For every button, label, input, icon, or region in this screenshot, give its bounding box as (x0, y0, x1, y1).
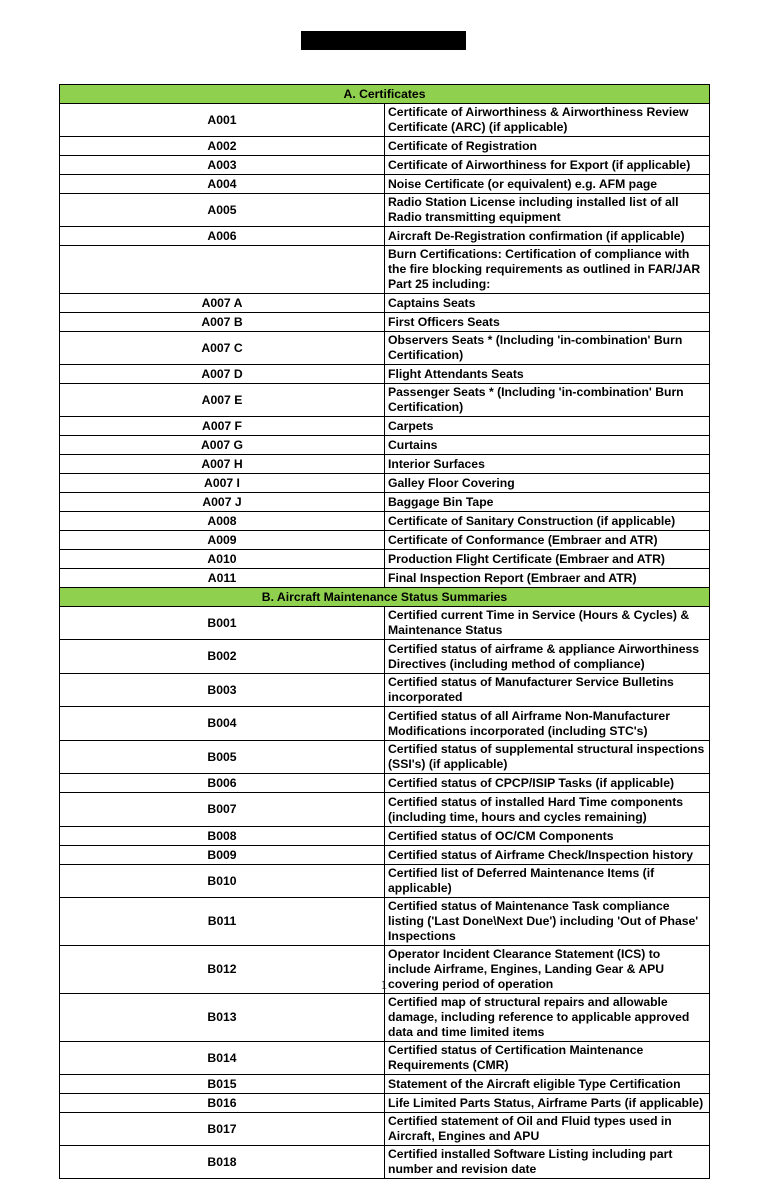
item-description: Flight Attendants Seats (385, 365, 710, 384)
table-row (60, 531, 710, 550)
item-description: Production Flight Certificate (Embraer and ATR) (385, 550, 710, 569)
item-code: B014 (60, 1042, 385, 1075)
item-description: Baggage Bin Tape (385, 493, 710, 512)
item-code: A007 I (60, 474, 385, 493)
item-description: Radio Station License including installed list of all Radio transmitting equipment (385, 194, 710, 227)
item-code: A011 (60, 569, 385, 588)
item-code: B002 (60, 640, 385, 674)
table-row (60, 898, 710, 946)
item-code (60, 246, 385, 294)
table-row (60, 569, 710, 588)
item-code: A007 F (60, 417, 385, 436)
item-description: Statement of the Aircraft eligible Type Certification (385, 1075, 710, 1094)
table-row (60, 194, 710, 227)
item-code: A007 H (60, 455, 385, 474)
item-description: Aircraft De-Registration confirmation (if applicable) (385, 227, 710, 246)
item-description: Passenger Seats * (Including 'in-combination' Burn Certification) (385, 384, 710, 417)
table-row (60, 1113, 710, 1146)
item-code: A004 (60, 175, 385, 194)
item-code: B018 (60, 1146, 385, 1179)
section-header-row (60, 588, 710, 607)
item-description: Final Inspection Report (Embraer and ATR) (385, 569, 710, 588)
item-code: A007 J (60, 493, 385, 512)
section-title: A. Certificates (60, 85, 710, 104)
table-row (60, 1075, 710, 1094)
item-description: Certified status of airframe & appliance Airworthiness Directives (including method of compliance) (385, 640, 710, 674)
item-description: Noise Certificate (or equivalent) e.g. AFM page (385, 175, 710, 194)
item-code: A001 (60, 104, 385, 137)
item-code: B001 (60, 607, 385, 640)
table-row (60, 417, 710, 436)
item-code: B015 (60, 1075, 385, 1094)
table-row (60, 455, 710, 474)
item-code: A008 (60, 512, 385, 531)
table-row (60, 175, 710, 194)
item-code: B003 (60, 674, 385, 707)
item-code: B012 (60, 946, 385, 994)
item-description: Operator Incident Clearance Statement (ICS) to include Airframe, Engines, Landing Gear & APU covering period of operation (385, 946, 710, 994)
table-row (60, 104, 710, 137)
table-row (60, 846, 710, 865)
table-row (60, 793, 710, 827)
table-row (60, 294, 710, 313)
table-row (60, 137, 710, 156)
item-description: Certified status of Airframe Check/Inspection history (385, 846, 710, 865)
table-row (60, 313, 710, 332)
table-row (60, 156, 710, 175)
item-description: Burn Certifications: Certification of compliance with the fire blocking requirements as outlined in FAR/JAR Part 25 including: (385, 246, 710, 294)
table-row (60, 365, 710, 384)
item-code: A006 (60, 227, 385, 246)
item-code: B017 (60, 1113, 385, 1146)
item-code: B010 (60, 865, 385, 898)
item-description: Life Limited Parts Status, Airframe Parts (if applicable) (385, 1094, 710, 1113)
document-checklist-table (59, 84, 710, 1179)
item-description: Certificate of Airworthiness & Airworthiness Review Certificate (ARC) (if applicable) (385, 104, 710, 137)
item-code: A002 (60, 137, 385, 156)
table-row (60, 1094, 710, 1113)
section-header-row (60, 85, 710, 104)
item-description: Certified status of installed Hard Time components (including time, hours and cycles remaining) (385, 793, 710, 827)
table-row (60, 994, 710, 1042)
table-row (60, 1146, 710, 1179)
item-description: Certified status of OC/CM Components (385, 827, 710, 846)
redaction-bar (301, 31, 466, 50)
item-description: Certified status of all Airframe Non-Manufacturer Modifications incorporated (including STC's) (385, 707, 710, 741)
table-row (60, 774, 710, 793)
item-description: Certified status of CPCP/ISIP Tasks (if applicable) (385, 774, 710, 793)
table-row (60, 436, 710, 455)
item-description: Certificate of Conformance (Embraer and ATR) (385, 531, 710, 550)
table-row (60, 474, 710, 493)
section-title: B. Aircraft Maintenance Status Summaries (60, 588, 710, 607)
item-description: Certified statement of Oil and Fluid types used in Aircraft, Engines and APU (385, 1113, 710, 1146)
item-code: A007 B (60, 313, 385, 332)
item-code: B005 (60, 741, 385, 774)
table-row (60, 865, 710, 898)
item-code: B016 (60, 1094, 385, 1113)
item-description: Interior Surfaces (385, 455, 710, 474)
item-code: A007 D (60, 365, 385, 384)
item-description: Certified status of Maintenance Task compliance listing ('Last Done\Next Due') including 'Out of Phase' Inspections (385, 898, 710, 946)
table-row (60, 607, 710, 640)
item-code: A005 (60, 194, 385, 227)
item-code: B011 (60, 898, 385, 946)
item-description: First Officers Seats (385, 313, 710, 332)
item-description: Certificate of Airworthiness for Export (if applicable) (385, 156, 710, 175)
table-row (60, 707, 710, 741)
item-code: A010 (60, 550, 385, 569)
item-description: Certificate of Sanitary Construction (if applicable) (385, 512, 710, 531)
item-code: B009 (60, 846, 385, 865)
table-row (60, 640, 710, 674)
item-code: A003 (60, 156, 385, 175)
table-row (60, 384, 710, 417)
item-description: Curtains (385, 436, 710, 455)
item-description: Certified status of Manufacturer Service Bulletins incorporated (385, 674, 710, 707)
item-code: B008 (60, 827, 385, 846)
item-description: Certificate of Registration (385, 137, 710, 156)
table-row (60, 827, 710, 846)
item-description: Certified list of Deferred Maintenance Items (if applicable) (385, 865, 710, 898)
item-description: Carpets (385, 417, 710, 436)
page-number: 1 (380, 977, 388, 992)
item-description: Certified status of Certification Maintenance Requirements (CMR) (385, 1042, 710, 1075)
item-description: Certified status of supplemental structural inspections (SSI's) (if applicable) (385, 741, 710, 774)
item-code: B004 (60, 707, 385, 741)
item-code: A007 E (60, 384, 385, 417)
item-code: B013 (60, 994, 385, 1042)
item-description: Certified map of structural repairs and allowable damage, including reference to applicable approved data and time limited items (385, 994, 710, 1042)
table-row (60, 246, 710, 294)
table-row (60, 550, 710, 569)
table-row (60, 332, 710, 365)
item-code: B006 (60, 774, 385, 793)
item-code: A009 (60, 531, 385, 550)
item-code: A007 C (60, 332, 385, 365)
item-description: Observers Seats * (Including 'in-combination' Burn Certification) (385, 332, 710, 365)
item-description: Captains Seats (385, 294, 710, 313)
table-row (60, 674, 710, 707)
table-row (60, 227, 710, 246)
item-code: B007 (60, 793, 385, 827)
table-body (60, 85, 710, 1179)
item-code: A007 G (60, 436, 385, 455)
table-row (60, 512, 710, 531)
item-description: Certified current Time in Service (Hours & Cycles) & Maintenance Status (385, 607, 710, 640)
item-description: Certified installed Software Listing including part number and revision date (385, 1146, 710, 1179)
table-row (60, 1042, 710, 1075)
table-row (60, 741, 710, 774)
item-description: Galley Floor Covering (385, 474, 710, 493)
item-code: A007 A (60, 294, 385, 313)
table-row (60, 493, 710, 512)
